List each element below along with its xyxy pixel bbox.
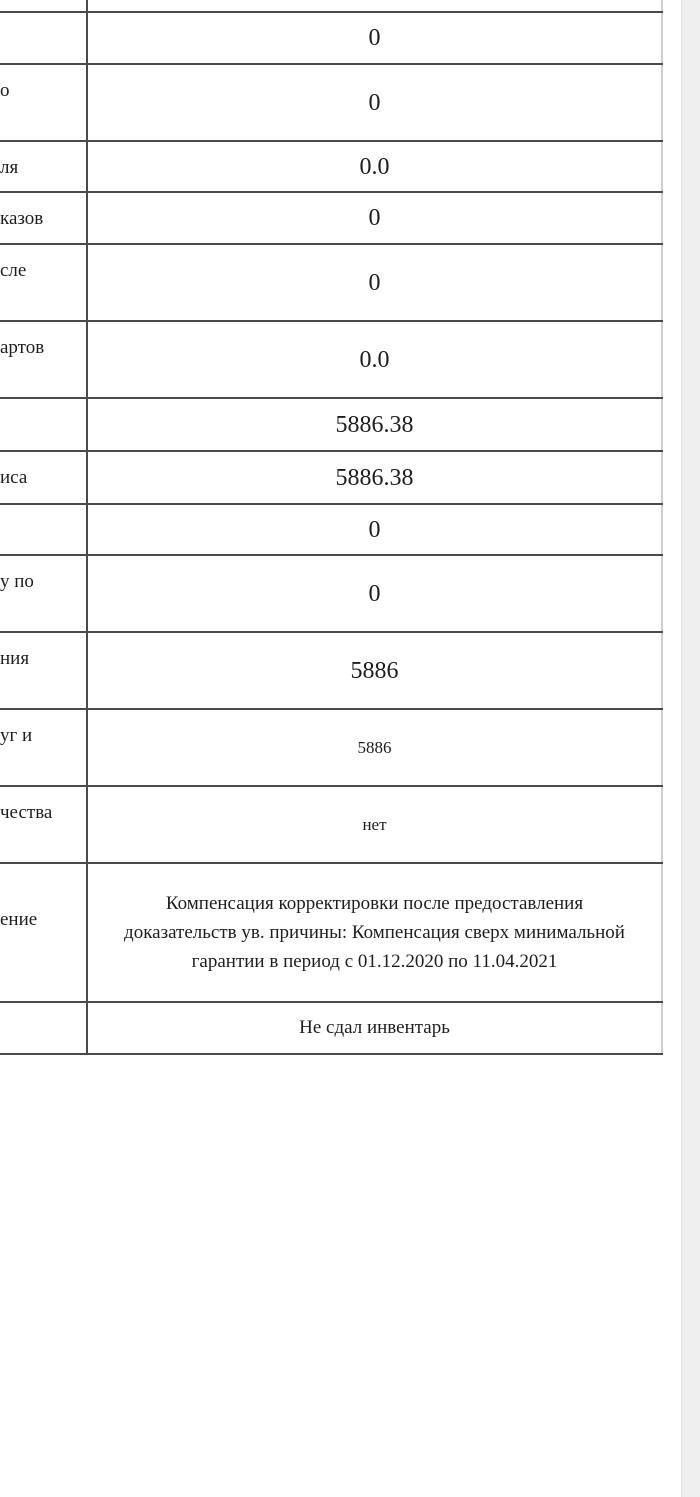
row-label: чества	[0, 786, 87, 863]
row-value: Компенсация корректировки после предоставления доказательств ув. причины: Компенсация сверх минимальной гарантии в период с 01.12.2020 по 11.04.2021	[87, 863, 662, 1002]
table-row	[0, 64, 662, 141]
row-label: уг и	[0, 709, 87, 786]
row-label	[0, 1002, 87, 1054]
table-row	[0, 555, 662, 632]
table-row	[0, 12, 662, 64]
row-label	[0, 12, 87, 64]
row-label: артов	[0, 321, 87, 398]
row-value: 5886	[87, 709, 662, 786]
row-label	[0, 504, 87, 555]
row-value	[87, 0, 662, 12]
table-row	[0, 398, 662, 451]
table-row	[0, 451, 662, 504]
table-row	[0, 786, 662, 863]
table-row	[0, 709, 662, 786]
table-row	[0, 321, 662, 398]
row-value: 0.0	[87, 141, 662, 192]
row-value: 0	[87, 504, 662, 555]
table-row	[0, 1002, 662, 1054]
row-label: сле	[0, 244, 87, 321]
table-row	[0, 0, 662, 12]
row-value: 0	[87, 64, 662, 141]
table-row	[0, 863, 662, 1002]
row-value: 0	[87, 12, 662, 64]
row-value: 5886.38	[87, 451, 662, 504]
table-row	[0, 504, 662, 555]
table-row	[0, 244, 662, 321]
row-label: ля	[0, 141, 87, 192]
table-row	[0, 141, 662, 192]
row-label	[0, 0, 87, 12]
row-value: 5886	[87, 632, 662, 709]
row-value: нет	[87, 786, 662, 863]
row-label: ение	[0, 863, 87, 1002]
row-label: казов	[0, 192, 87, 244]
row-label: иса	[0, 451, 87, 504]
row-label	[0, 398, 87, 451]
row-value: 0	[87, 555, 662, 632]
table-row	[0, 192, 662, 244]
row-value: 0	[87, 192, 662, 244]
row-label: у по	[0, 555, 87, 632]
row-label: о	[0, 64, 87, 141]
row-value: 0	[87, 244, 662, 321]
scrollbar-track[interactable]	[681, 0, 700, 1497]
row-value: Не сдал инвентарь	[87, 1002, 662, 1054]
row-value: 0.0	[87, 321, 662, 398]
row-value: 5886.38	[87, 398, 662, 451]
table-row	[0, 632, 662, 709]
row-label: ния	[0, 632, 87, 709]
